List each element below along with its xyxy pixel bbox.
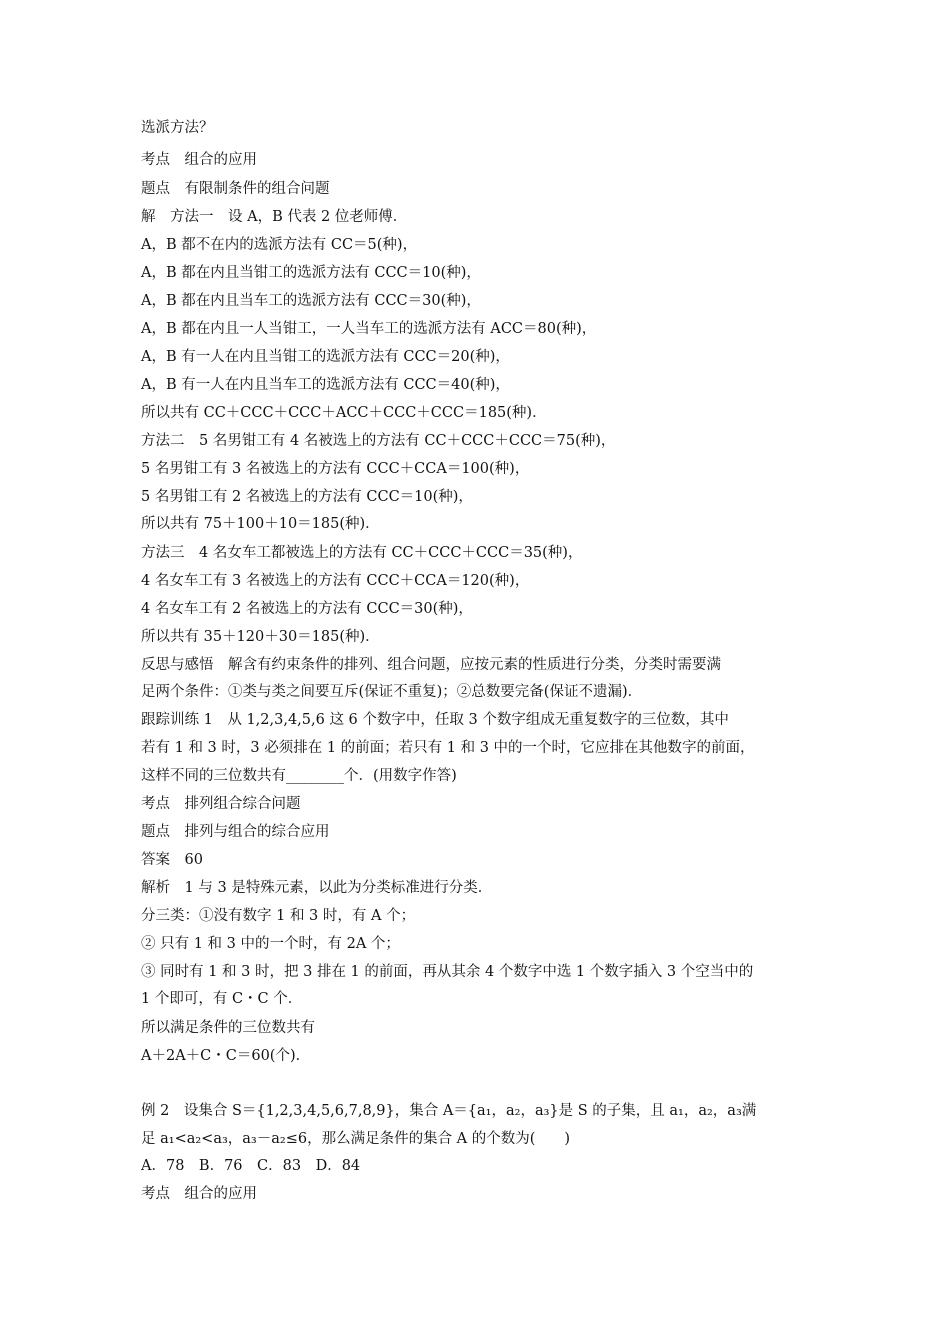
text-line: 4 名女车工有 2 名被选上的方法有 CCC＝30(种)，: [141, 601, 473, 617]
text-line: A，B 都在内且当钳工的选派方法有 CCC＝10(种)，: [141, 265, 481, 281]
text-line: 若有 1 和 3 时，3 必须排在 1 的前面；若只有 1 和 3 中的一个时，它应排在其他数字的前面，: [141, 740, 755, 756]
text-line: 选派方法？: [141, 120, 214, 136]
text-line: 分三类：①没有数字 1 和 3 时，有 A 个；: [141, 908, 416, 924]
text-line: A，B 都不在内的选派方法有 CC＝5(种)，: [141, 237, 418, 253]
text-line: 反思与感悟 解含有约束条件的排列、组合问题，应按元素的性质进行分类，分类时需要满: [141, 657, 721, 673]
text-line: 答案 60: [141, 852, 203, 868]
text-line: A，B 有一人在内且当车工的选派方法有 CCC＝40(种)，: [141, 377, 510, 393]
text-line: 跟踪训练 1 从 1,2,3,4,5,6 这 6 个数字中，任取 3 个数字组成无重复数字的三位数，其中: [141, 712, 729, 728]
text-line: 考点 组合的应用: [141, 152, 257, 168]
text-line: 题点 有限制条件的组合问题: [141, 181, 330, 197]
text-line: 所以共有 CC＋CCC＋CCC＋ACC＋CCC＋CCC＝185(种)．: [141, 405, 547, 421]
text-line: 方法三 4 名女车工都被选上的方法有 CC＋CCC＋CCC＝35(种)，: [141, 545, 583, 561]
example-2-kaodian: 考点 组合的应用: [141, 1186, 257, 1202]
text-line: 这样不同的三位数共有________个．(用数字作答): [141, 768, 457, 784]
text-line: 足两个条件：①类与类之间要互斥(保证不重复)；②总数要完备(保证不遗漏)．: [141, 684, 643, 700]
text-line: 所以共有 35＋120＋30＝185(种)．: [141, 629, 380, 645]
text-line: 题点 排列与组合的综合应用: [141, 824, 330, 840]
text-line: A＋2A＋C・C＝60(个)．: [141, 1048, 311, 1064]
text-line: 4 名女车工有 3 名被选上的方法有 CCC＋CCA＝120(种)，: [141, 573, 530, 589]
text-line: ② 只有 1 和 3 中的一个时，有 2A 个；: [141, 936, 400, 952]
example-2-options: A．78 B．76 C．83 D．84: [141, 1158, 361, 1174]
text-line: ③ 同时有 1 和 3 时，把 3 排在 1 的前面，再从其余 4 个数字中选 1 个数字插入 3 个空当中的: [141, 964, 754, 980]
text-line: 所以共有 75＋100＋10＝185(种)．: [141, 516, 380, 532]
text-line: 解析 1 与 3 是特殊元素，以此为分类标准进行分类．: [141, 880, 493, 896]
text-line: A，B 都在内且一人当钳工，一人当车工的选派方法有 ACC＝80(种)，: [141, 321, 597, 337]
example-2-line-1: 例 2 设集合 S＝{1,2,3,4,5,6,7,8,9}，集合 A＝{a₁，a₂，a₃}是 S 的子集，且 a₁，a₂，a₃满: [141, 1103, 757, 1119]
text-line: 解 方法一 设 A，B 代表 2 位老师傅．: [141, 209, 408, 225]
text-line: 考点 排列组合综合问题: [141, 796, 301, 812]
text-line: 方法二 5 名男钳工有 4 名被选上的方法有 CC＋CCC＋CCC＝75(种)，: [141, 433, 616, 449]
text-line: A，B 都在内且当车工的选派方法有 CCC＝30(种)，: [141, 293, 481, 309]
text-line: 1 个即可，有 C・C 个．: [141, 991, 303, 1007]
text-line: 5 名男钳工有 2 名被选上的方法有 CCC＝10(种)，: [141, 489, 473, 505]
text-line: 所以满足条件的三位数共有: [141, 1020, 315, 1036]
text-line: 5 名男钳工有 3 名被选上的方法有 CCC＋CCA＝100(种)，: [141, 461, 530, 477]
text-line: A，B 有一人在内且当钳工的选派方法有 CCC＝20(种)，: [141, 349, 510, 365]
example-2-line-2: 足 a₁<a₂<a₃，a₃－a₂≤6，那么满足条件的集合 A 的个数为( ): [141, 1131, 571, 1147]
